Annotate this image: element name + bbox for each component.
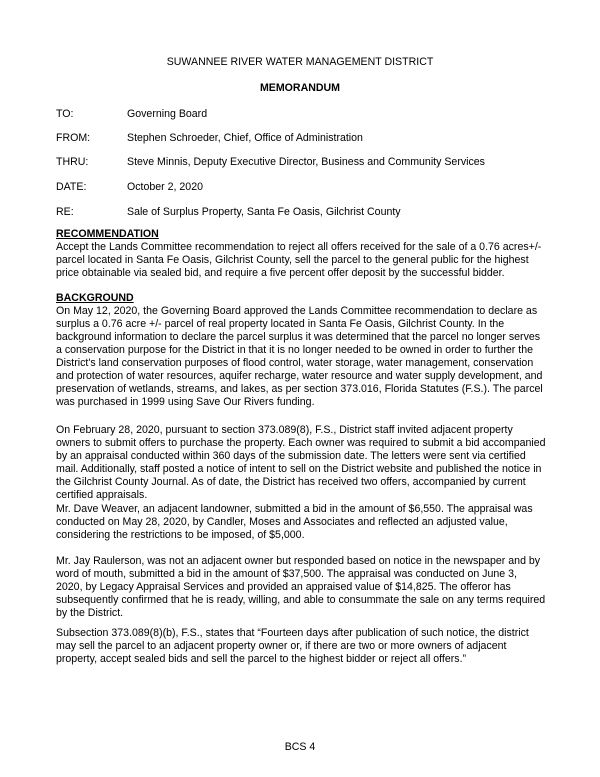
background-paragraph-1: On May 12, 2020, the Governing Board approved the Lands Committee recommendation to declare as surplus a 0.76 acre +/- parcel of real property located in Santa Fe Oasis, Gilchrist County. In the background information to declare the parcel surplus it was determined that the parcel no longer serves a conservation purpose for the District in that it is no longer needed to be owned in order to further the District's land conservation purposes of flood control, water storage, water management, conservation and protection of water resources, aquifer recharge, water resource and water supply development, and preservation of wetlands, streams, and lakes, as per section 373.016, Florida Statutes (F.S.). The parcel was purchased in 1999 using Save Our Rivers funding.	[56, 305, 543, 408]
header-value: Governing Board	[127, 108, 208, 120]
header-label: THRU:	[56, 156, 89, 168]
organization-name: SUWANNEE RIVER WATER MANAGEMENT DISTRICT	[166, 56, 434, 68]
header-label: DATE:	[56, 181, 87, 193]
recommendation-heading: RECOMMENDATION	[56, 228, 159, 240]
memo-title: MEMORANDUM	[259, 82, 341, 94]
background-heading: BACKGROUND	[56, 292, 134, 304]
background-paragraph-3: Mr. Dave Weaver, an adjacent landowner, submitted a bid in the amount of $6,550. The appraisal was conducted on May 28, 2020, by Candler, Moses and Associates and reflected an adjusted value, considering the restrictions to be imposed, of $5,000.	[56, 503, 533, 541]
background-paragraph-2: On February 28, 2020, pursuant to section 373.089(8), F.S., District staff invited adjacent property owners to submit offers to purchase the property. Each owner was required to submit a bid accompanied by an appraisal conducted within 360 days of the submission date. The letters were sent via certified mail. Additionally, staff posted a notice of intent to sell on the District website and published the notice in the Gilchrist County Journal. As of date, the District has received two offers, accompanied by current certified appraisals.	[56, 424, 546, 501]
background-paragraph-4: Mr. Jay Raulerson, was not an adjacent owner but responded based on notice in the newspaper and by word of mouth, submitted a bid in the amount of $37,500. The appraisal was conducted on June 3, 2020, by Legacy Appraisal Services and provided an appraised value of $14,825. The offeror has subsequently confirmed that he is ready, willing, and able to consummate the sale on any terms required by the District.	[56, 555, 546, 619]
background-paragraph-5: Subsection 373.089(8)(b), F.S., states that “Fourteen days after publication of such notice, the district may sell the parcel to an adjacent property owner or, if there are two or more owners of adjacent property, accept sealed bids and sell the parcel to the highest bidder or reject all offers.”	[56, 627, 529, 665]
header-value: Stephen Schroeder, Chief, Office of Administration	[127, 132, 363, 144]
header-value: October 2, 2020	[127, 181, 203, 193]
header-value: Sale of Surplus Property, Santa Fe Oasis, Gilchrist County	[127, 206, 401, 218]
header-label: TO:	[56, 108, 74, 120]
header-label: RE:	[56, 206, 74, 218]
page-footer: BCS 4	[284, 741, 316, 753]
header-label: FROM:	[56, 132, 91, 144]
header-value: Steve Minnis, Deputy Executive Director, Business and Community Services	[127, 156, 485, 168]
recommendation-text: Accept the Lands Committee recommendation to reject all offers received for the sale of a 0.76 acres+/- parcel located in Santa Fe Oasis, Gilchrist County, sell the parcel to the general public for the highest price obtainable via sealed bid, and require a five percent offer deposit by the successful bidder.	[56, 241, 542, 279]
